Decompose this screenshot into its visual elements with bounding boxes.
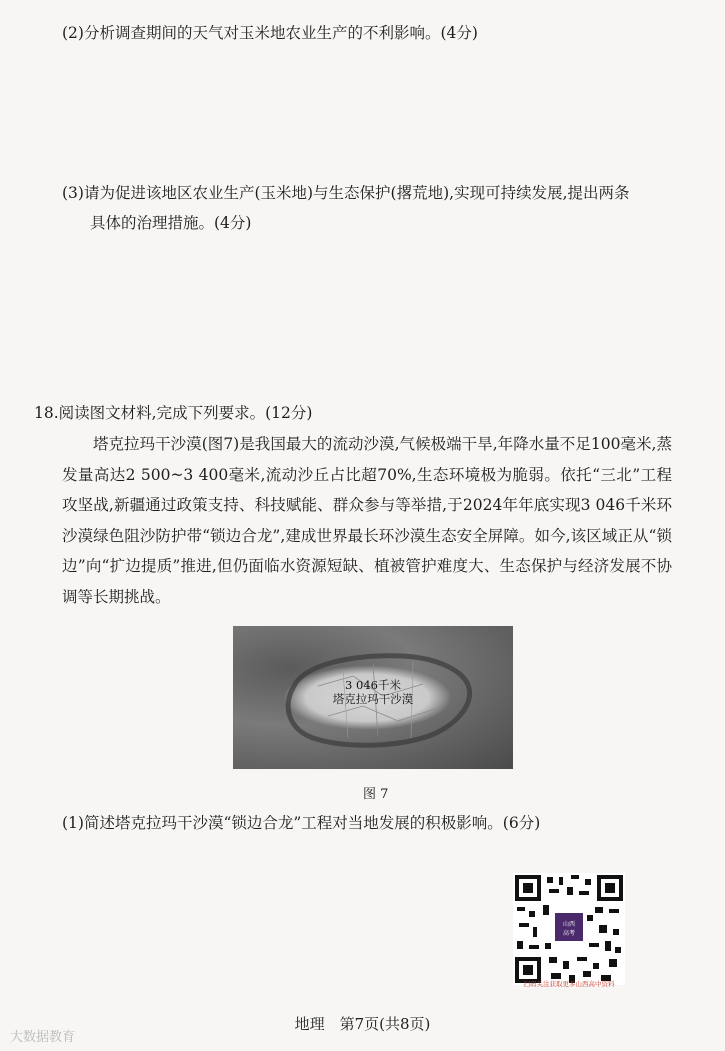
question-18-header: 18.阅读图文材料,完成下列要求。(12分) [34, 404, 313, 422]
qr-caption: 扫码关注获取更多山西高中资料 [523, 980, 615, 988]
question-18-1: (1)简述塔克拉玛干沙漠“锁边合龙”工程对当地发展的积极影响。(6分) [62, 814, 541, 832]
page-footer: 地理 第7页(共8页) [294, 1015, 431, 1033]
figure-label-length: 3 046千米 [345, 678, 401, 692]
question-17-3-line2: 具体的治理措施。(4分) [90, 214, 252, 232]
qr-center-label-1: 山西 [562, 921, 575, 928]
figure-label-desert: 塔克拉玛干沙漠 [332, 692, 414, 706]
figure-7-map [233, 626, 513, 769]
qr-center-label-2: 高考 [562, 930, 575, 937]
figure-caption: 图 7 [363, 787, 389, 802]
qr-code[interactable] [513, 873, 625, 985]
question-17-3-line1: (3)请为促进该地区农业生产(玉米地)与生态保护(撂荒地),实现可持续发展,提出两条 [62, 184, 630, 202]
watermark-text: 大数据教育 [10, 1030, 76, 1045]
question-18-passage: 塔克拉玛干沙漠(图7)是我国最大的流动沙漠,气候极端干旱,年降水量不足100毫米,蒸发量高达2 500~3 400毫米,流动沙丘占比超70%,生态环境极为脆弱。依托“三北”工程攻坚战,新疆通过政策支持、科技赋能、群众参与等举措,于2024年年底实现3 046千米环沙漠绿色阻沙防护带“锁边合龙”,建成世界最长环沙漠生态安全屏障。如今,该区域正从“锁边”向“扩边提质”推进,但仍面临水资源短缺、植被管护难度大、生态保护与经济发展不协调等长期挑战。 [62, 435, 672, 606]
question-17-2: (2)分析调查期间的天气对玉米地农业生产的不利影响。(4分) [62, 24, 478, 42]
